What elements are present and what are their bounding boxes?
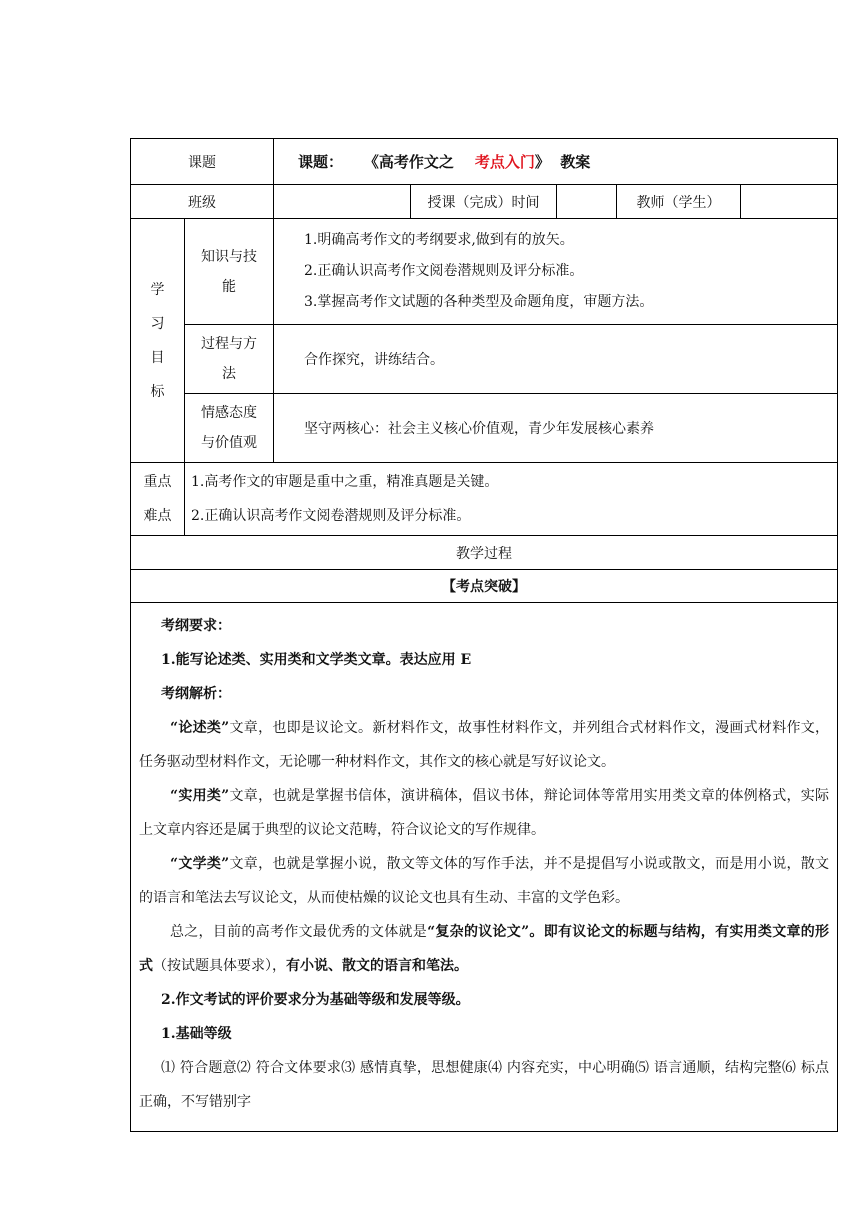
- key-points-label-line: 难点: [143, 508, 172, 524]
- paragraph-summary: [139, 915, 829, 983]
- teacher-label: 教师（学生）: [617, 185, 741, 219]
- paragraph-text: 总之，目前的高考作文最优秀的文体就是: [170, 924, 428, 940]
- objectives-label-char: 习: [150, 315, 165, 332]
- title-suffix: 教案: [560, 153, 591, 171]
- key-points-row: [131, 463, 838, 536]
- term-literary: “文学类”: [170, 856, 230, 872]
- process-label: [185, 325, 274, 394]
- content-row: [131, 603, 838, 1132]
- objectives-label-char: 标: [150, 383, 165, 400]
- objectives-label: [131, 219, 185, 463]
- requirement-item: 1.能写论述类、实用类和文学类文章。表达应用 E: [161, 652, 472, 668]
- list-item: 1.明确高考作文的考纲要求,做到有的放矢。: [304, 232, 574, 248]
- emotion-label-line: 与价值观: [201, 435, 257, 451]
- knowledge-label: [185, 219, 274, 325]
- basic-level-criteria: ⑴ 符合题意⑵ 符合文体要求⑶ 感情真挚，思想健康⑷ 内容充实，中心明确⑸ 语言通顺，结构完整⑹ 标点正确，不写错别字: [139, 1060, 830, 1110]
- term-practical: “实用类”: [170, 788, 230, 804]
- objective-process-row: [131, 325, 838, 394]
- title-open: 《高考作文之: [363, 153, 454, 171]
- teacher-value-field[interactable]: [741, 185, 838, 219]
- teaching-process-row: [131, 536, 838, 570]
- breakthrough-row: [131, 570, 838, 603]
- info-row: [131, 185, 838, 219]
- class-value-field[interactable]: [274, 185, 411, 219]
- process-label-line: 过程与方: [201, 336, 257, 352]
- paragraph-practical: [139, 779, 829, 847]
- teaching-process-heading: 教学过程: [131, 536, 838, 570]
- requirement-heading: 考纲要求：: [161, 618, 231, 634]
- knowledge-label-line: 能: [222, 278, 236, 295]
- paragraph-text: 文章，也即是议论文。新材料作文，故事性材料作文，并列组合式材料作文，漫画式材料作文，任务驱动型材料作文，无论哪一种材料作文，其作文的核心就是写好议论文。: [139, 720, 830, 770]
- basic-level-heading: 1.基础等级: [161, 1026, 232, 1042]
- lesson-plan-table: [130, 138, 838, 1132]
- paragraph-text: 文章，也就是掌握书信体，演讲稿体，倡议书体，辩论词体等常用实用类文章的体例格式，实际上文章内容还是属于典型的议论文范畴，符合议论文的写作规律。: [139, 788, 830, 838]
- term-argumentative: “论述类”: [170, 720, 230, 736]
- list-item: 1.高考作文的审题是重中之重，精准真题是关键。: [191, 474, 499, 490]
- emotion-label: [185, 394, 274, 463]
- emotion-label-line: 情感态度: [201, 405, 257, 421]
- lesson-title: [274, 139, 838, 185]
- list-item: 3.掌握高考作文试题的各种类型及命题角度，审题方法。: [304, 294, 654, 310]
- key-points-label: [131, 463, 185, 536]
- process-content: 合作探究，讲练结合。: [274, 325, 838, 394]
- topic-label: 课题: [131, 139, 274, 185]
- time-value-field[interactable]: [557, 185, 617, 219]
- knowledge-content: [274, 219, 838, 325]
- title-row: [131, 139, 838, 185]
- objective-emotion-row: [131, 394, 838, 463]
- title-highlight: 考点入门: [474, 153, 535, 171]
- class-label: 班级: [131, 185, 274, 219]
- list-item: 2.正确认识高考作文阅卷潜规则及评分标准。: [191, 508, 471, 524]
- breakthrough-heading: 【考点突破】: [131, 570, 838, 603]
- title-close: 》: [534, 153, 550, 171]
- analysis-heading: 考纲解析：: [161, 686, 231, 702]
- objectives-label-char: 目: [150, 349, 165, 366]
- paragraph-literary: [139, 847, 829, 915]
- key-points-content: [185, 463, 838, 536]
- paragraph-text: （按试题具体要求），: [153, 958, 286, 974]
- objective-knowledge-row: [131, 219, 838, 325]
- content-body: [131, 603, 838, 1132]
- objectives-label-char: 学: [150, 281, 165, 298]
- paragraph-argumentative: [139, 711, 829, 779]
- summary-emphasis: 有小说、散文的语言和笔法。: [286, 958, 468, 974]
- evaluation-item: 2.作文考试的评价要求分为基础等级和发展等级。: [161, 992, 470, 1008]
- knowledge-label-line: 知识与技: [201, 248, 257, 265]
- time-label: 授课（完成）时间: [411, 185, 557, 219]
- paragraph-text: 文章，也就是掌握小说，散文等文体的写作手法，并不是提倡写小说或散文，而是用小说，散文的语言和笔法去写议论文，从而使枯燥的议论文也具有生动、丰富的文学色彩。: [139, 856, 830, 906]
- title-prefix: 课题：: [298, 153, 344, 171]
- emotion-content: 坚守两核心：社会主义核心价值观，青少年发展核心素养: [274, 394, 838, 463]
- process-label-line: 法: [222, 366, 236, 382]
- list-item: 2.正确认识高考作文阅卷潜规则及评分标准。: [304, 263, 584, 279]
- summary-emphasis: “复杂的议论文”。即有议论文的标题与结构，有实用类文章的形式: [139, 924, 830, 974]
- key-points-label-line: 重点: [143, 474, 172, 490]
- lesson-plan-sheet: [130, 138, 837, 1132]
